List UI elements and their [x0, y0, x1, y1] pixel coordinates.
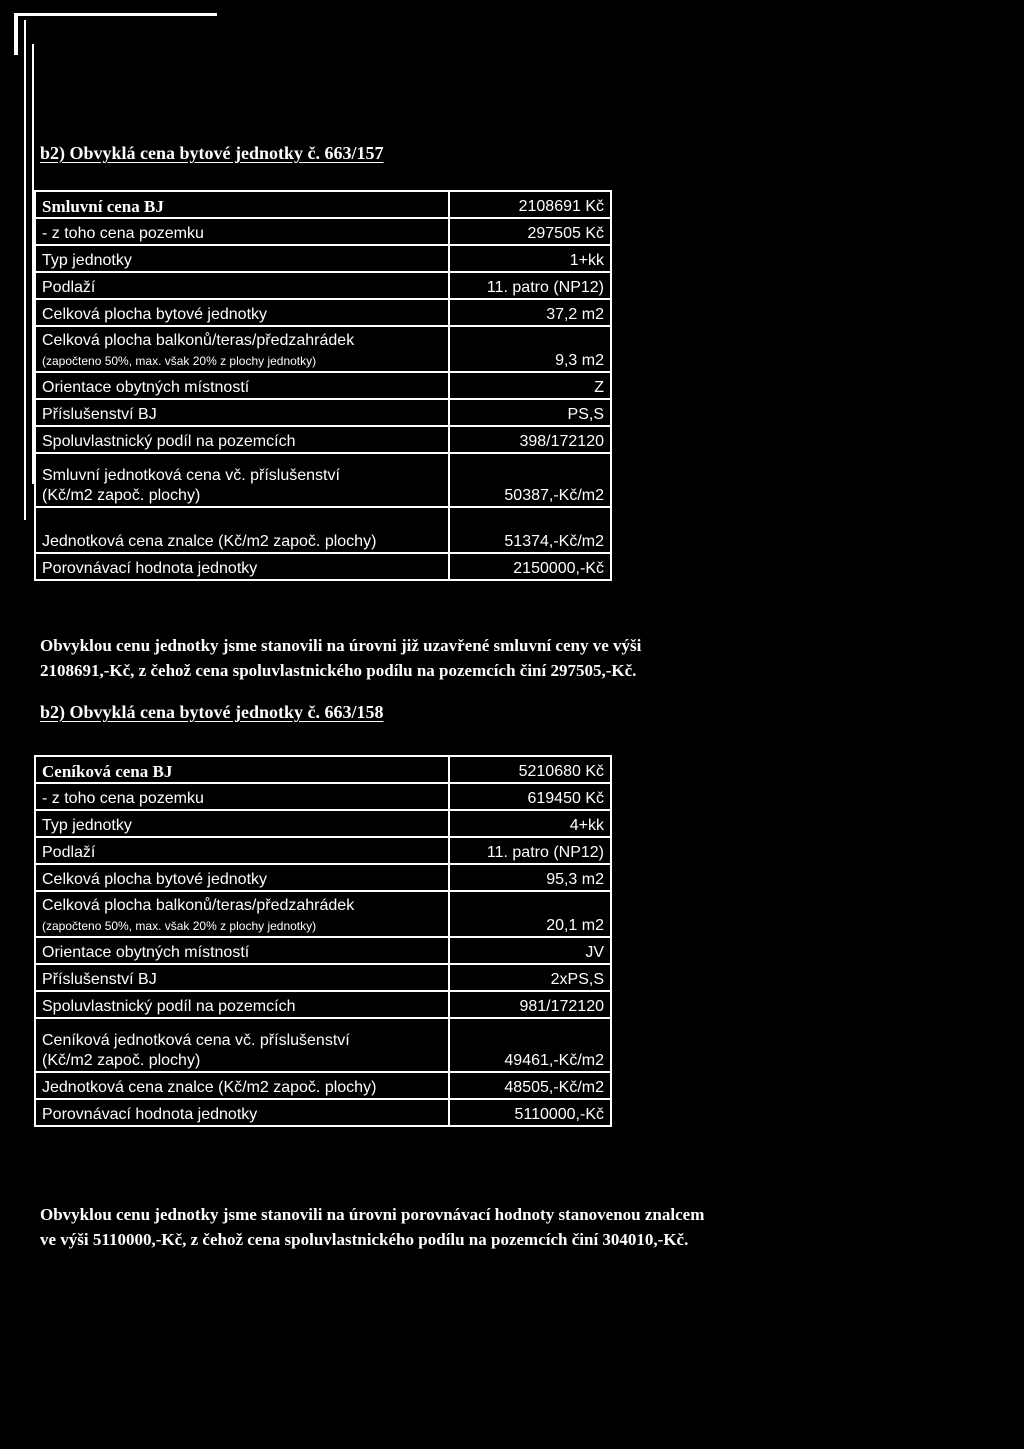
table-row — [35, 326, 611, 372]
row-label: Jednotková cena znalce (Kč/m2 započ. plochy) — [35, 507, 449, 553]
valuation-table-663-158 — [34, 755, 612, 1127]
table-row — [35, 810, 611, 837]
table-row — [35, 937, 611, 964]
scan-edge-left — [14, 13, 18, 55]
table-row — [35, 1072, 611, 1099]
table-row — [35, 553, 611, 580]
conclusion-paragraph-663-157 — [40, 633, 990, 683]
row-label: Celková plocha bytové jednotky — [35, 864, 449, 891]
row-label: Porovnávací hodnota jednotky — [35, 553, 449, 580]
row-value: 37,2 m2 — [449, 299, 611, 326]
table-row — [35, 964, 611, 991]
row-value: Z — [449, 372, 611, 399]
row-label — [35, 326, 449, 372]
row-label-main: Celková plocha balkonů/teras/předzahrádek — [42, 332, 355, 349]
row-value: 11. patro (NP12) — [449, 272, 611, 299]
row-label: Příslušenství BJ — [35, 399, 449, 426]
row-value: 619450 Kč — [449, 783, 611, 810]
row-value: 9,3 m2 — [449, 326, 611, 372]
row-value: 398/172120 — [449, 426, 611, 453]
row-label — [35, 453, 449, 507]
section-heading-663-158: b2) Obvyklá cena bytové jednotky č. 663/158 — [40, 702, 384, 722]
row-value: 297505 Kč — [449, 218, 611, 245]
row-label: Podlaží — [35, 837, 449, 864]
row-label: Porovnávací hodnota jednotky — [35, 1099, 449, 1126]
row-label: - z toho cena pozemku — [35, 218, 449, 245]
conclusion-paragraph-663-158 — [40, 1202, 990, 1252]
table-row — [35, 891, 611, 937]
row-label — [35, 891, 449, 937]
scan-edge-top — [14, 13, 217, 16]
row-label: Podlaží — [35, 272, 449, 299]
row-value: 2108691 Kč — [449, 191, 611, 218]
paragraph-line: Obvyklou cenu jednotky jsme stanovili na úrovni porovnávací hodnoty stanovenou znalcem — [40, 1205, 705, 1224]
table-row — [35, 426, 611, 453]
row-value: 49461,-Kč/m2 — [449, 1018, 611, 1072]
row-value: 2xPS,S — [449, 964, 611, 991]
row-value: JV — [449, 937, 611, 964]
row-label: Typ jednotky — [35, 810, 449, 837]
table-row — [35, 218, 611, 245]
table-row — [35, 756, 611, 783]
row-label: Jednotková cena znalce (Kč/m2 započ. plochy) — [35, 1072, 449, 1099]
row-label: Smluvní cena BJ — [35, 191, 449, 218]
table-row — [35, 991, 611, 1018]
table-row — [35, 245, 611, 272]
row-value: 95,3 m2 — [449, 864, 611, 891]
row-value: 50387,-Kč/m2 — [449, 453, 611, 507]
paragraph-line: 2108691,-Kč, z čehož cena spoluvlastnického podílu na pozemcích činí 297505,-Kč. — [40, 661, 637, 680]
row-value: 5110000,-Kč — [449, 1099, 611, 1126]
row-label-main: Ceníková jednotková cena vč. příslušenství — [42, 1032, 350, 1049]
row-value: 11. patro (NP12) — [449, 837, 611, 864]
paragraph-line: ve výši 5110000,-Kč, z čehož cena spoluvlastnického podílu na pozemcích činí 304010,-Kč. — [40, 1230, 689, 1249]
row-label-note: (započteno 50%, max. však 20% z plochy jednotky) — [42, 919, 317, 933]
scan-edge-inner — [24, 20, 26, 520]
table-row — [35, 191, 611, 218]
row-label: Ceníková cena BJ — [35, 756, 449, 783]
row-value: 2150000,-Kč — [449, 553, 611, 580]
row-label: Typ jednotky — [35, 245, 449, 272]
row-label-main: Celková plocha balkonů/teras/předzahrádek — [42, 897, 355, 914]
table-row — [35, 837, 611, 864]
row-value: PS,S — [449, 399, 611, 426]
row-label: Orientace obytných místností — [35, 937, 449, 964]
table-row — [35, 507, 611, 553]
table-row — [35, 299, 611, 326]
row-label: - z toho cena pozemku — [35, 783, 449, 810]
row-value: 1+kk — [449, 245, 611, 272]
table-row — [35, 453, 611, 507]
row-label-note: (započteno 50%, max. však 20% z plochy jednotky) — [42, 354, 317, 368]
row-value: 5210680 Kč — [449, 756, 611, 783]
row-value: 981/172120 — [449, 991, 611, 1018]
row-label: Příslušenství BJ — [35, 964, 449, 991]
paragraph-line: Obvyklou cenu jednotky jsme stanovili na úrovni již uzavřené smluvní ceny ve výši — [40, 636, 642, 655]
table-row — [35, 1018, 611, 1072]
table-row — [35, 272, 611, 299]
row-label: Spoluvlastnický podíl na pozemcích — [35, 991, 449, 1018]
row-label — [35, 1018, 449, 1072]
row-label-main: Smluvní jednotková cena vč. příslušenství — [42, 467, 340, 484]
table-row — [35, 783, 611, 810]
row-label: Orientace obytných místností — [35, 372, 449, 399]
valuation-table-663-157 — [34, 190, 612, 581]
section-heading-663-157: b2) Obvyklá cena bytové jednotky č. 663/157 — [40, 143, 384, 163]
row-value: 4+kk — [449, 810, 611, 837]
row-label-second: (Kč/m2 započ. plochy) — [42, 1052, 201, 1069]
table-row — [35, 372, 611, 399]
row-value: 48505,-Kč/m2 — [449, 1072, 611, 1099]
table-row — [35, 864, 611, 891]
row-label-second: (Kč/m2 započ. plochy) — [42, 487, 201, 504]
table-row — [35, 399, 611, 426]
row-value: 51374,-Kč/m2 — [449, 507, 611, 553]
row-label: Spoluvlastnický podíl na pozemcích — [35, 426, 449, 453]
table-row — [35, 1099, 611, 1126]
row-label: Celková plocha bytové jednotky — [35, 299, 449, 326]
row-value: 20,1 m2 — [449, 891, 611, 937]
